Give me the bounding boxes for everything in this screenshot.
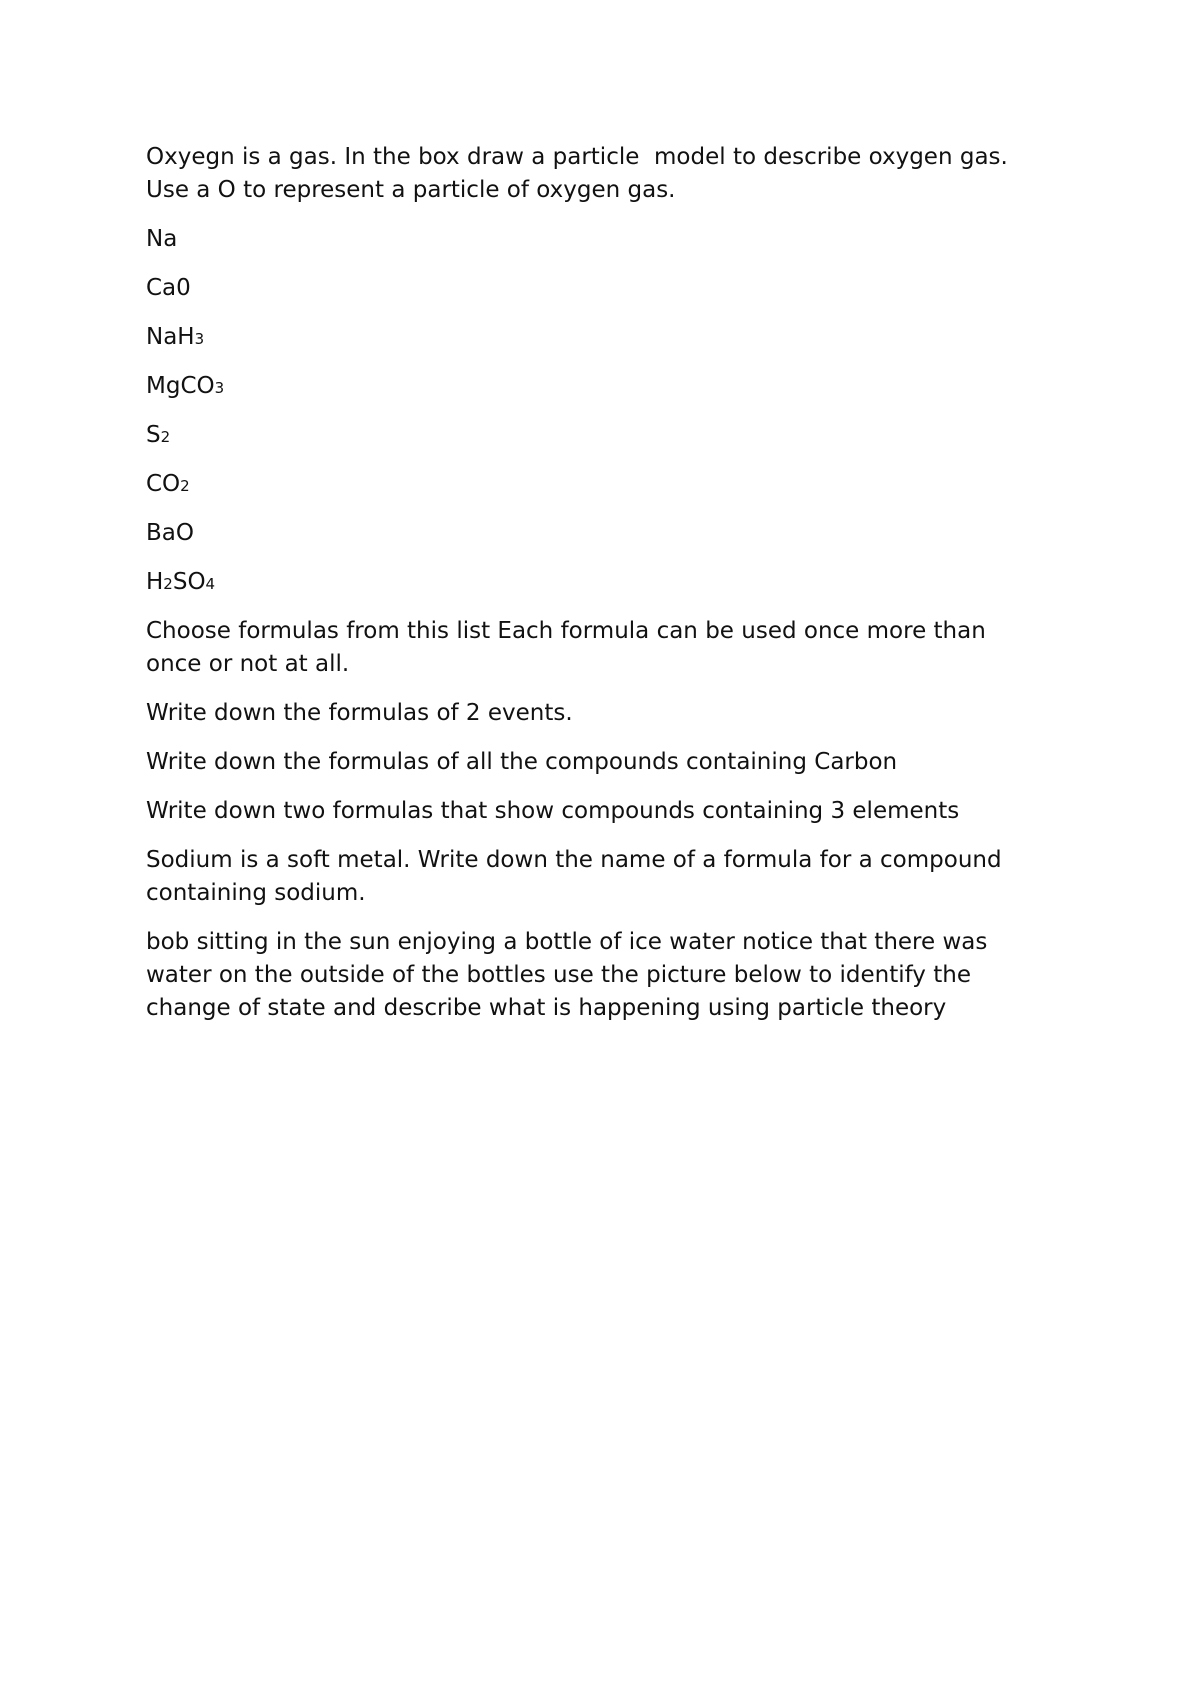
formula-na: Na <box>146 226 178 252</box>
intro-line-2: Use a O to represent a particle of oxygen gas. <box>146 177 676 203</box>
choose-instruction: Choose formulas from this list Each formula can be used once more than once or not at all. <box>146 618 986 677</box>
question-events: Write down the formulas of 2 events. <box>146 700 573 726</box>
question-ice-water: bob sitting in the sun enjoying a bottle of ice water notice that there was water on the outside of the bottles use the picture below to identify the change of state and describe what is happening using particle theory <box>146 929 988 1021</box>
formula-mgco3: MgCO3 <box>146 373 225 399</box>
question-carbon: Write down the formulas of all the compounds containing Carbon <box>146 749 898 775</box>
intro-line-1: Oxyegn is a gas. In the box draw a particle model to describe oxygen gas. <box>146 144 1008 170</box>
formula-co2: CO2 <box>146 471 190 497</box>
formula-nah3: NaH3 <box>146 324 205 350</box>
formula-ca0: Ca0 <box>146 275 191 301</box>
formula-bao: BaO <box>146 520 194 546</box>
question-three-elements: Write down two formulas that show compounds containing 3 elements <box>146 798 960 824</box>
question-sodium: Sodium is a soft metal. Write down the name of a formula for a compound containing sodium. <box>146 847 1002 906</box>
formula-s2: S2 <box>146 422 171 448</box>
intro-paragraph <box>146 141 1076 207</box>
document-body <box>146 141 1076 1041</box>
formula-h2so4: H2SO4 <box>146 569 216 595</box>
